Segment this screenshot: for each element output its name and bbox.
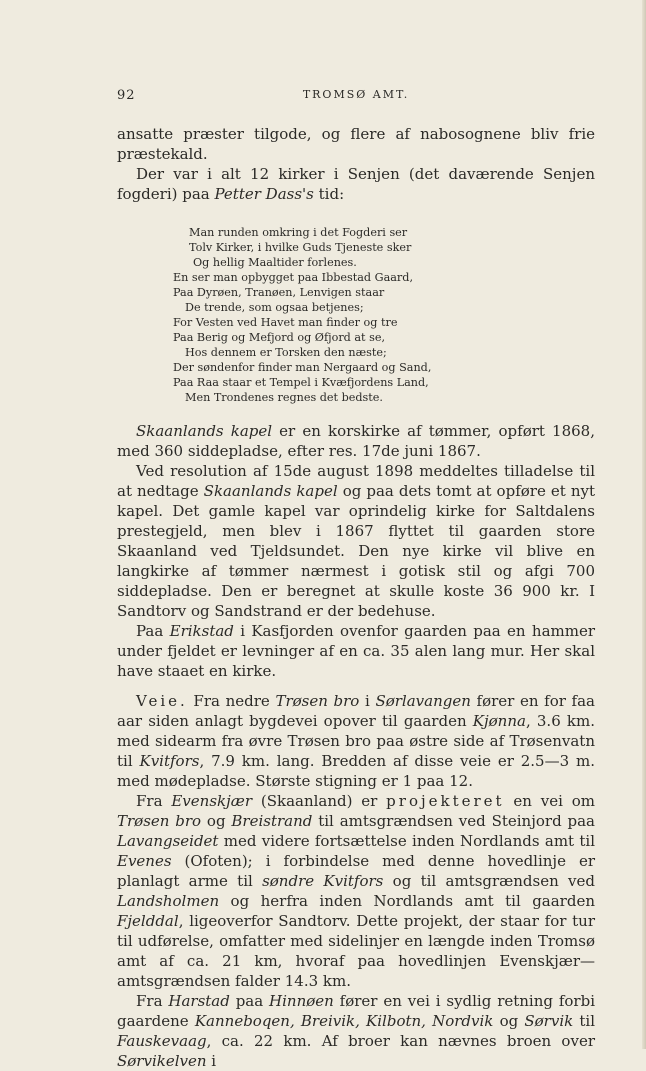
page-edge: [642, 0, 646, 1049]
paragraph-3: Skaanlands kapel er en korskirke af tømmer, opført 1868, med 360 siddepladse, efter res. 17de juni 1867.: [117, 422, 595, 460]
page-number: 92: [117, 88, 136, 103]
paragraph-5: Paa Erikstad i Kasfjorden ovenfor gaarden paa en hammer under fjeldet er levninger af en ca. 35 alen lang mur. Her skal have staaet en kirke.: [117, 622, 596, 680]
poem-line: For Vesten ved Havet man finder og tre: [173, 316, 398, 329]
page-header: [117, 88, 595, 108]
paragraph-7: Fra Evenskjær (Skaanland) er projekteret en vei om Trøsen bro og Breistrand til amtsgrændsen ved Steinjord paa Lavangseidet med videre fortsættelse inden Nordlands amt til Evenes (Ofoten); i forbindelse med denne hovedlinje er planlagt arme til søndre Kvitfors og til amtsgrændsen ved Landsholmen og herfra inden Nordlands amt til gaarden Fjelddal, ligeoverfor Sandtorv. Dette projekt, der staar for tur til udførelse, omfatter med sidelinjer en længde inden Tromsø amt af ca. 21 km, hvoraf paa hovedlinjen Evenskjær—amtsgrændsen falder 14.3 km.: [117, 792, 596, 990]
poem-line: Paa Berig og Mefjord og Øfjord at se,: [173, 331, 386, 344]
poem-line: Hos dennem er Torsken den næste;: [185, 346, 387, 359]
paragraph-8: Fra Harstad paa Hinnøen fører en vei i sydlig retning forbi gaardene Kanneboqen, Breivik, Kilbotn, Nordvik og Sørvik til Fauskevaag, ca. 22 km. Af broer kan nævnes broen over Sørvikelven i: [117, 992, 596, 1070]
poem-line: Paa Raa staar et Tempel i Kvæfjordens Land,: [173, 376, 429, 389]
paragraph-2: Der var i alt 12 kirker i Senjen (det daværende Senjen fogderi) paa Petter Dass's tid:: [117, 165, 595, 203]
paragraph-4: Ved resolution af 15de august 1898 meddeltes tilladelse til at nedtage Skaanlands kapel og paa dets tomt at opføre et nyt kapel. Det gamle kapel var oprindelig kirke for Saltdalens prestegjeld, men blev i 1867 flyttet til gaarden store Skaanland ved Tjeldsundet. Den nye kirke vil blive en langkirke af tømmer nærmest i gotisk stil og afgi 700 siddepladse. Den er beregnet at skulle koste 36 900 kr. I Sandtorv og Sandstrand er der bedehuse.: [117, 462, 595, 620]
poem-line: Men Trondenes regnes det bedste.: [185, 391, 383, 404]
poem-line: De trende, som ogsaa betjenes;: [185, 301, 364, 314]
poem-line: Og hellig Maaltider forlenes.: [193, 256, 357, 269]
poem-line: Der søndenfor finder man Nergaard og Sand,: [173, 361, 432, 374]
poem-line: Man runden omkring i det Fogderi ser: [189, 226, 408, 239]
paragraph-6: Veie. Fra nedre Trøsen bro i Sørlavangen fører en for faa aar siden anlagt bygdevei opover til gaarden Kjønna, 3.6 km. med sidearm fra øvre Trøsen bro paa østre side af Trøsenvatn til Kvitfors, 7.9 km. lang. Bredden af disse veie er 2.5—3 m. med mødepladse. Største stigning er 1 paa 12.: [117, 692, 596, 790]
page-body: [117, 124, 595, 1071]
poem-quote: [117, 225, 595, 405]
running-head: TROMSØ AMT.: [302, 88, 410, 101]
poem-line: Tolv Kirker, i hvilke Guds Tjeneste sker: [189, 241, 412, 254]
section-heading: Veie.: [136, 692, 188, 710]
poem-line: Paa Dyrøen, Tranøen, Lenvigen staar: [173, 286, 385, 299]
paragraph-1: ansatte præster tilgode, og flere af nabosognene bliv frie præstekald.: [117, 125, 595, 163]
poem-line: En ser man opbygget paa Ibbestad Gaard,: [173, 271, 413, 284]
